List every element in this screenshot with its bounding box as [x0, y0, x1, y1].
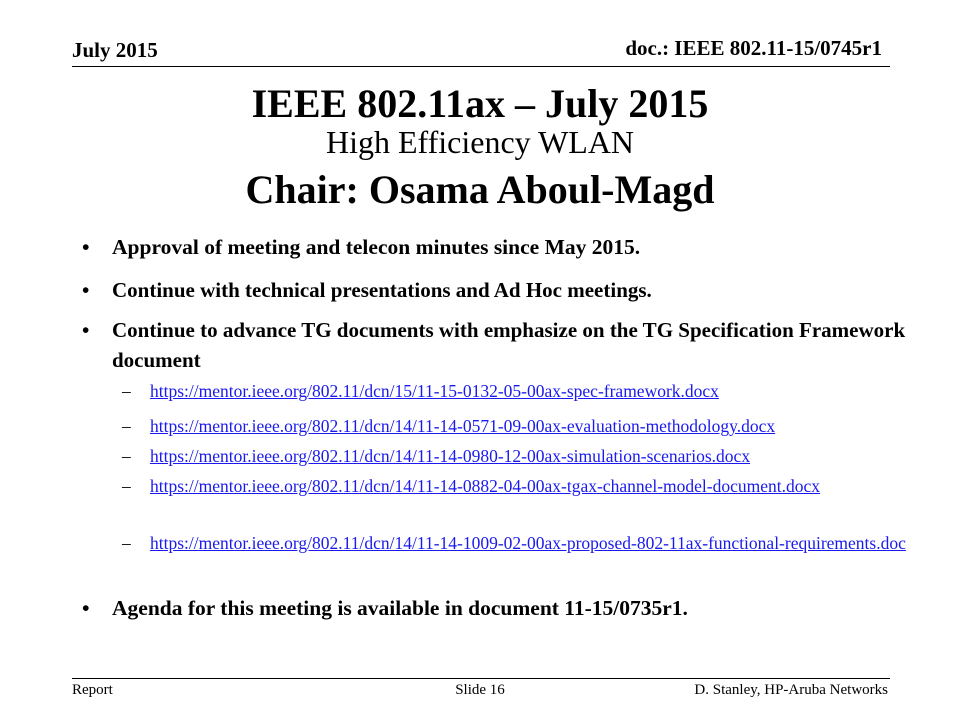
- bullet-item: [82, 232, 922, 262]
- slide-title: IEEE 802.11ax – July 2015: [251, 81, 709, 126]
- dash-icon: –: [122, 446, 131, 466]
- bullet-item: [82, 275, 922, 305]
- footer-divider: [72, 678, 890, 679]
- functional-requirements-link[interactable]: https://mentor.ieee.org/802.11/dcn/14/11-14-1009-02-00ax-proposed-802-11ax-functional-requirements.doc: [150, 533, 906, 553]
- footer-author: D. Stanley, HP-Aruba Networks: [694, 682, 888, 698]
- dash-icon: –: [122, 476, 131, 496]
- dash-icon: –: [122, 381, 131, 401]
- slide-chair: Chair: Osama Aboul-Magd: [245, 167, 715, 212]
- spec-framework-link[interactable]: https://mentor.ieee.org/802.11/dcn/15/11-15-0132-05-00ax-spec-framework.docx: [150, 381, 719, 401]
- header-divider: [72, 66, 890, 67]
- footer-left: Report: [72, 682, 113, 698]
- link-item: [122, 380, 942, 402]
- bullet-item: [82, 593, 922, 623]
- bullet-icon: •: [82, 235, 90, 259]
- bullet-text: Agenda for this meeting is available in document 11-15/0735r1.: [112, 596, 688, 620]
- slide-number: Slide 16: [455, 682, 505, 698]
- bullet-text: Approval of meeting and telecon minutes since May 2015.: [112, 235, 641, 259]
- bullet-item: [82, 315, 922, 375]
- link-item: [122, 532, 942, 554]
- evaluation-methodology-link[interactable]: https://mentor.ieee.org/802.11/dcn/14/11-14-0571-09-00ax-evaluation-methodology.docx: [150, 416, 776, 436]
- link-item: [122, 445, 942, 467]
- header-date: July 2015: [72, 38, 158, 62]
- header-doc-id: doc.: IEEE 802.11-15/0745r1: [625, 36, 882, 60]
- link-item: [122, 475, 942, 497]
- simulation-scenarios-link[interactable]: https://mentor.ieee.org/802.11/dcn/14/11-14-0980-12-00ax-simulation-scenarios.docx: [150, 446, 751, 466]
- dash-icon: –: [122, 533, 131, 553]
- bullet-text: Continue with technical presentations and Ad Hoc meetings.: [112, 278, 652, 302]
- bullet-icon: •: [82, 278, 90, 302]
- bullet-icon: •: [82, 318, 90, 342]
- channel-model-link[interactable]: https://mentor.ieee.org/802.11/dcn/14/11-14-0882-04-00ax-tgax-channel-model-document.docx: [150, 476, 821, 496]
- dash-icon: –: [122, 416, 131, 436]
- bullet-icon: •: [82, 596, 90, 620]
- bullet-text: Continue to advance TG documents with emphasize on the TG Specification Framework document: [112, 318, 906, 372]
- link-item: [122, 415, 942, 437]
- slide-subtitle: High Efficiency WLAN: [325, 124, 635, 160]
